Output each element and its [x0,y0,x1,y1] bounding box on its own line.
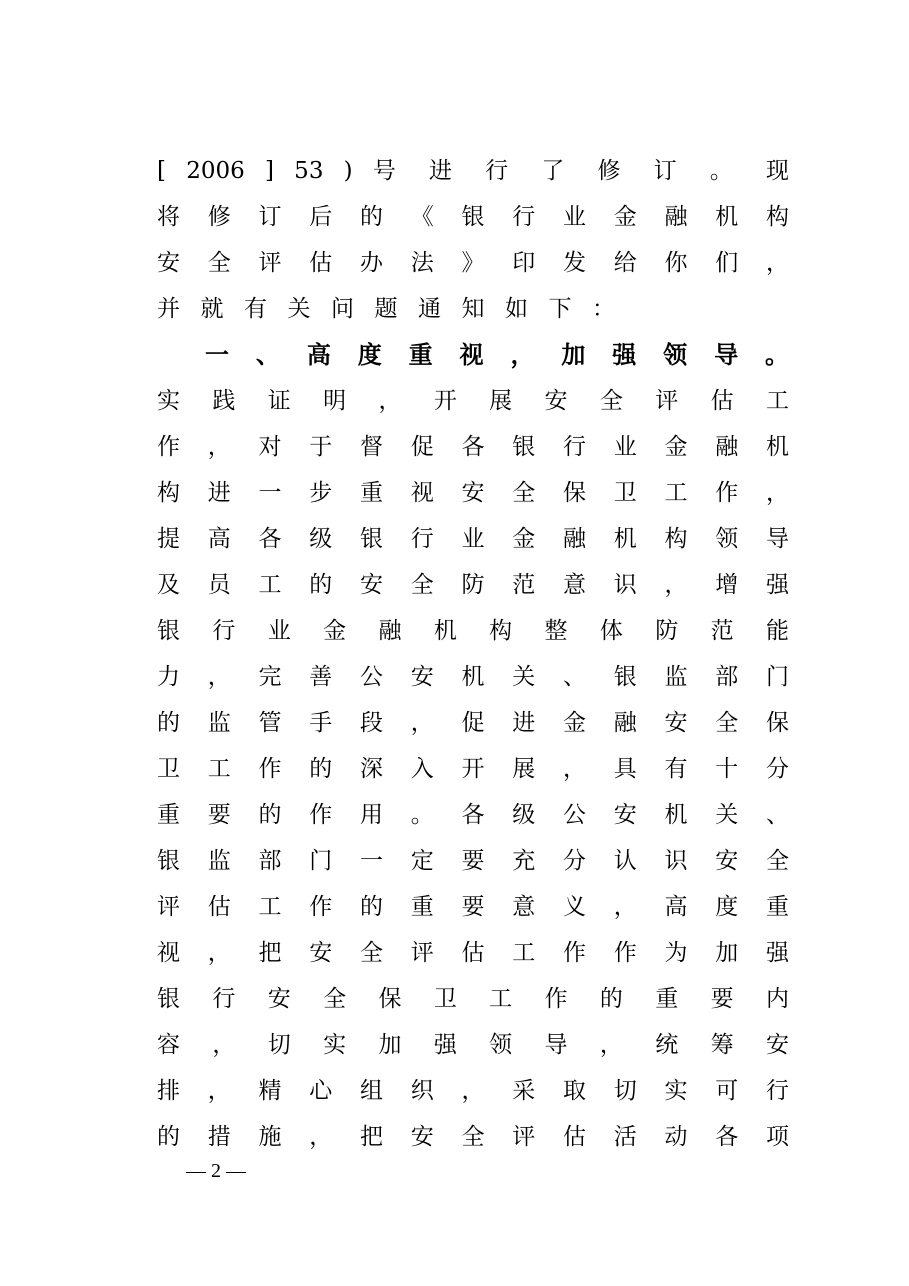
page-number: — 2 — [186,1160,246,1182]
text-line: 评 估 工 作 的 重 要 意 义 ， 高 度 重 [157,894,789,920]
text-line: 构 进 一 步 重 视 安 全 保 卫 工 作 ， [157,480,789,506]
text-line: 实 践 证 明 ， 开 展 安 全 评 估 工 [157,388,789,414]
text-line: 及 员 工 的 安 全 防 范 意 识 ， 增 强 [157,572,789,598]
text-line: 银 行 业 金 融 机 构 整 体 防 范 能 [157,618,789,644]
text-line: 安 全 评 估 办 法 》 印 发 给 你 们 ， [157,250,789,276]
text-line: 容 ， 切 实 加 强 领 导 ， 统 筹 安 [157,1032,789,1058]
text-line: 的 监 管 手 段 ， 促 进 金 融 安 全 保 [157,710,789,736]
section-heading: 一 、 高 度 重 视 ， 加 强 领 导 。 [205,340,789,369]
text-line: 重 要 的 作 用 。 各 级 公 安 机 关 、 [157,802,789,828]
text-line: 卫 工 作 的 深 入 开 展 ， 具 有 十 分 [157,756,789,782]
text-line: 将 修 订 后 的 《 银 行 业 金 融 机 构 [157,204,789,230]
text-line: 银 监 部 门 一 定 要 充 分 认 识 安 全 [157,848,789,874]
text-line: 视 ， 把 安 全 评 估 工 作 作 为 加 强 [157,940,789,966]
text-line: 银 行 安 全 保 卫 工 作 的 重 要 内 [157,986,789,1012]
text-line: 作 ， 对 于 督 促 各 银 行 业 金 融 机 [157,434,789,460]
text-line: 的 措 施 ， 把 安 全 评 估 活 动 各 项 [157,1124,789,1150]
text-line: 并 就 有 关 问 题 通 知 如 下 ： [157,296,615,322]
text-line: [ 2006 ] 53 ) 号 进 行 了 修 订 。 现 [157,158,789,184]
document-body [157,148,789,1160]
text-line: 排 ， 精 心 组 织 ， 采 取 切 实 可 行 [157,1078,789,1104]
text-line: 力 ， 完 善 公 安 机 关 、 银 监 部 门 [157,664,789,690]
text-line: 提 高 各 级 银 行 业 金 融 机 构 领 导 [157,526,789,552]
